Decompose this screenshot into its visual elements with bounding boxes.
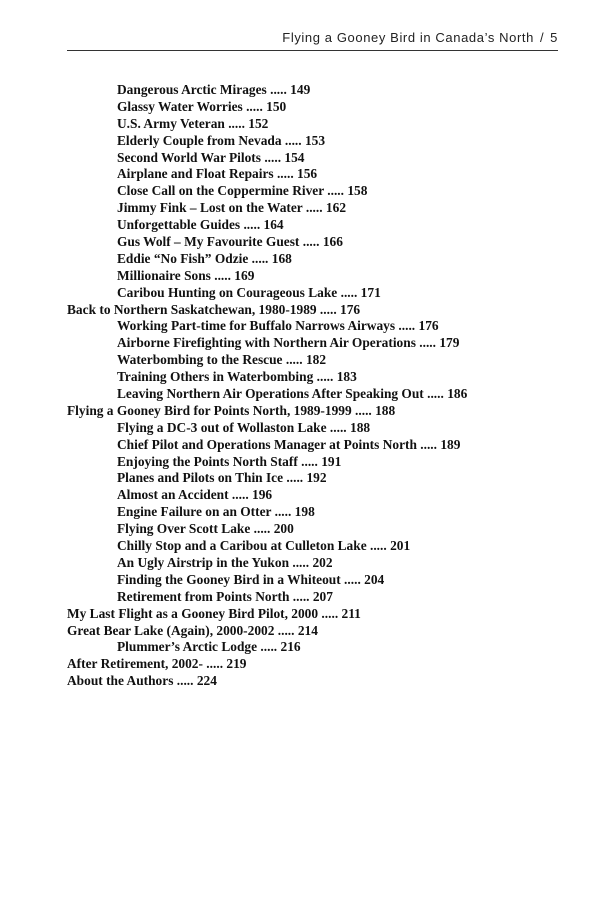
toc-section-entry: Finding the Gooney Bird in a Whiteout ..... 204 — [117, 571, 385, 587]
page-number: 5 — [550, 30, 558, 45]
table-of-contents — [67, 82, 567, 690]
toc-section-entry: Engine Failure on an Otter ..... 198 — [117, 504, 315, 520]
toc-chapter-entry: Great Bear Lake (Again), 2000-2002 ..... 214 — [67, 622, 318, 638]
toc-section-entry: Leaving Northern Air Operations After Speaking Out ..... 186 — [117, 386, 468, 402]
toc-section-entry: Glassy Water Worries ..... 150 — [117, 98, 287, 114]
toc-section-entry: Plummer’s Arctic Lodge ..... 216 — [117, 639, 301, 655]
toc-section-entry: Retirement from Points North ..... 207 — [117, 588, 333, 604]
running-header — [67, 26, 558, 51]
toc-section-entry: Enjoying the Points North Staff ..... 191 — [117, 453, 342, 469]
header-separator: / — [539, 30, 545, 45]
toc-chapter-entry: After Retirement, 2002- ..... 219 — [67, 656, 247, 672]
toc-section-entry: Dangerous Arctic Mirages ..... 149 — [117, 82, 311, 97]
toc-section-entry: Second World War Pilots ..... 154 — [117, 149, 305, 165]
toc-section-entry: Airborne Firefighting with Northern Air Operations ..... 179 — [117, 335, 460, 351]
toc-section-entry: Millionaire Sons ..... 169 — [117, 267, 255, 283]
toc-chapter-entry: My Last Flight as a Gooney Bird Pilot, 2000 ..... 211 — [67, 605, 361, 621]
toc-section-entry: Flying a DC-3 out of Wollaston Lake ..... 188 — [117, 419, 371, 435]
toc-section-entry: Elderly Couple from Nevada ..... 153 — [117, 132, 326, 148]
toc-section-entry: Flying Over Scott Lake ..... 200 — [117, 521, 294, 537]
toc-section-entry: Eddie “No Fish” Odzie ..... 168 — [117, 250, 292, 266]
toc-section-entry: Planes and Pilots on Thin Ice ..... 192 — [117, 470, 327, 486]
toc-section-entry: Waterbombing to the Rescue ..... 182 — [117, 352, 327, 368]
toc-section-entry: Close Call on the Coppermine River ..... 158 — [117, 183, 368, 199]
toc-section-entry: Airplane and Float Repairs ..... 156 — [117, 166, 318, 182]
toc-section-entry: Chief Pilot and Operations Manager at Points North ..... 189 — [117, 436, 461, 452]
toc-section-entry: Caribou Hunting on Courageous Lake ..... 171 — [117, 284, 381, 300]
toc-section-entry: U.S. Army Veteran ..... 152 — [117, 115, 269, 131]
toc-section-entry: Almost an Accident ..... 196 — [117, 487, 273, 503]
toc-chapter-entry: Flying a Gooney Bird for Points North, 1989-1999 ..... 188 — [67, 402, 396, 418]
toc-section-entry: Chilly Stop and a Caribou at Culleton Lake ..... 201 — [117, 538, 411, 554]
toc-section-entry: An Ugly Airstrip in the Yukon ..... 202 — [117, 554, 333, 570]
toc-chapter-entry: Back to Northern Saskatchewan, 1980-1989 ..... 176 — [67, 301, 361, 317]
toc-section-entry: Unforgettable Guides ..... 164 — [117, 217, 284, 233]
toc-section-entry: Gus Wolf – My Favourite Guest ..... 166 — [117, 234, 343, 250]
toc-section-entry: Jimmy Fink – Lost on the Water ..... 162 — [117, 200, 347, 216]
toc-chapter-entry: About the Authors ..... 224 — [67, 673, 217, 689]
running-title: Flying a Gooney Bird in Canada’s North — [282, 30, 534, 45]
toc-section-entry: Training Others in Waterbombing ..... 183 — [117, 369, 357, 385]
toc-section-entry: Working Part-time for Buffalo Narrows Airways ..... 176 — [117, 318, 439, 334]
